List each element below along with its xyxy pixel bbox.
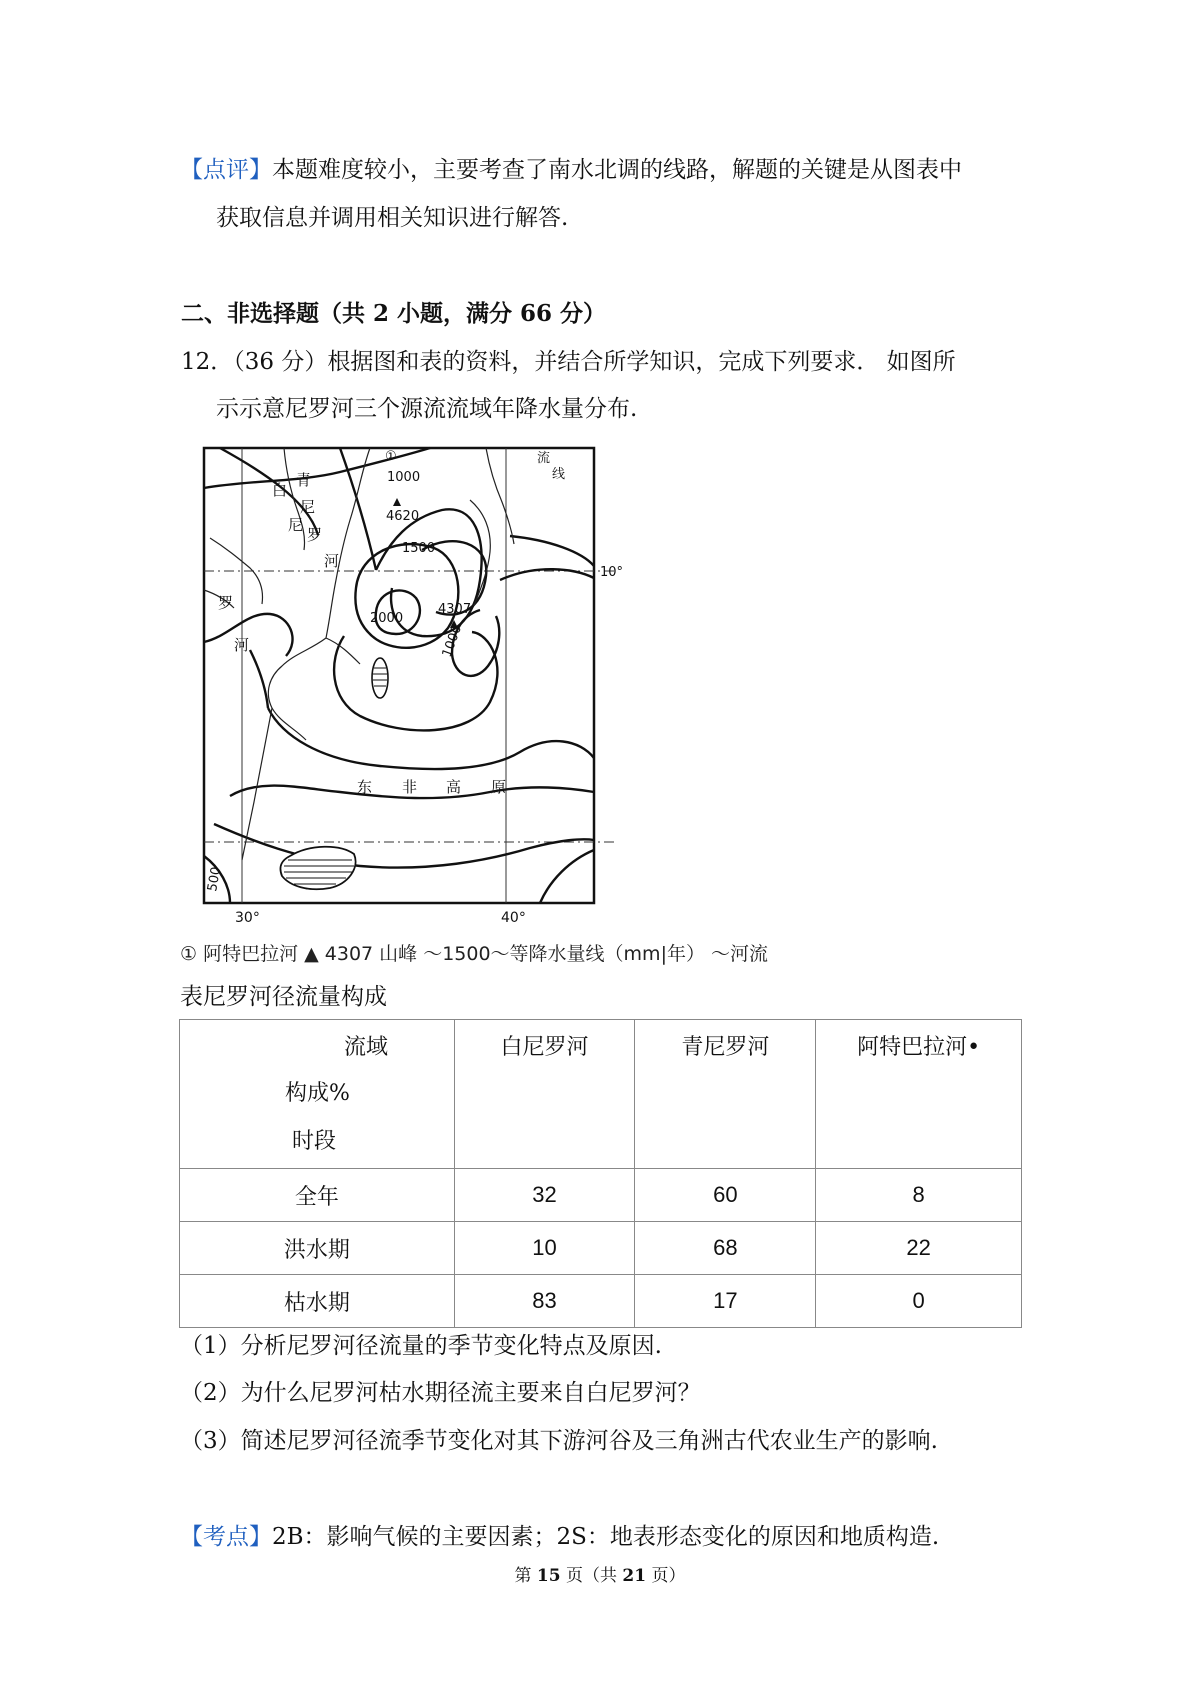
table-header-diagonal-cell [180, 1020, 455, 1169]
map-label-lat-10: 10° [600, 565, 624, 580]
table-row [180, 1275, 1022, 1328]
map-label-plateau-1: 东 [357, 778, 373, 796]
comment-paragraph-line1 [180, 155, 962, 185]
table-cell-value: 60 [635, 1169, 816, 1222]
map-label-iso-1000a: 1000 [387, 470, 421, 485]
map-label-white-3: 罗 [218, 594, 234, 612]
page-footer [0, 1561, 1200, 1586]
footer-page-number: 15 [536, 1566, 561, 1586]
map-label-corner-2: 线 [552, 467, 566, 482]
comment-tag: 【点评】 [180, 157, 272, 183]
footer-mid: 页（共 [560, 1566, 623, 1586]
table-cell-period: 全年 [180, 1169, 455, 1222]
footer-suffix: 页） [646, 1566, 686, 1586]
map-label-iso-500: 500 [205, 865, 225, 893]
map-label-iso-2000: 2000 [370, 611, 404, 626]
map-label-corner-1: 流 [537, 451, 551, 466]
map-label-iso-1500: 1500 [402, 541, 436, 556]
map-label-blue-2: 尼 [300, 498, 316, 516]
table-caption: 表尼罗河径流量构成 [180, 984, 387, 1010]
map-label-white-2: 尼 [288, 516, 304, 534]
sub-question-3: （3）简述尼罗河径流季节变化对其下游河谷及三角洲古代农业生产的影响. [180, 1428, 938, 1454]
kaodian-text: 2B：影响气候的主要因素；2S：地表形态变化的原因和地质构造. [272, 1524, 940, 1550]
table-header-blue-nile: 青尼罗河 [635, 1020, 816, 1169]
table-header-atbara: 阿特巴拉河• [816, 1020, 1022, 1169]
table-cell-value: 22 [816, 1222, 1022, 1275]
header-label-period: 时段 [292, 1129, 337, 1154]
map-label-white-1: 白 [272, 481, 288, 499]
section-title: 二、非选择题（共 2 小题，满分 66 分） [181, 300, 607, 327]
table-cell-value: 17 [635, 1275, 816, 1328]
map-label-blue-1: 青 [296, 471, 312, 489]
table-row [180, 1169, 1022, 1222]
map-label-peak-4620: 4620 [386, 509, 420, 524]
footer-prefix: 第 [514, 1566, 537, 1586]
sub-question-1: （1）分析尼罗河径流量的季节变化特点及原因. [180, 1333, 662, 1359]
map-legend: ① 阿特巴拉河 ▲ 4307 山峰 ～1500～等降水量线（mm|年） ～河流 [180, 943, 769, 965]
map-label-white-4: 河 [234, 636, 250, 654]
kaodian-line [180, 1522, 939, 1552]
table-cell-value: 10 [454, 1222, 635, 1275]
table-header-white-nile: 白尼罗河 [454, 1020, 635, 1169]
map-label-circle-1: ① [385, 449, 397, 464]
nile-precipitation-map [190, 440, 630, 910]
table-cell-period: 洪水期 [180, 1222, 455, 1275]
table-cell-value: 83 [454, 1275, 635, 1328]
table-cell-value: 8 [816, 1169, 1022, 1222]
table-cell-value: 0 [816, 1275, 1022, 1328]
map-label-blue-3: 罗 [307, 526, 323, 544]
header-label-basin: 流域 [344, 1035, 389, 1060]
kaodian-tag: 【考点】 [180, 1524, 272, 1550]
table-cell-value: 68 [635, 1222, 816, 1275]
header-label-composition: 构成% [285, 1081, 350, 1106]
runoff-table [179, 1019, 1022, 1328]
comment-text-line2: 获取信息并调用相关知识进行解答. [216, 205, 569, 231]
sub-question-2: （2）为什么尼罗河枯水期径流主要来自白尼罗河？ [180, 1380, 701, 1406]
table-header-row [180, 1020, 1022, 1169]
question-stem-line2: 示示意尼罗河三个源流流域年降水量分布. [216, 396, 638, 422]
table-cell-value: 32 [454, 1169, 635, 1222]
map-label-blue-4: 河 [324, 552, 340, 570]
comment-text-line1: 本题难度较小，主要考查了南水北调的线路，解题的关键是从图表中 [272, 157, 962, 183]
map-label-plateau-4: 原 [491, 778, 507, 796]
map-label-peak-4307: 4307 [438, 602, 472, 617]
map-label-plateau-2: 非 [402, 778, 418, 796]
map-label-lon-40: 40° [501, 910, 526, 926]
map-label-iso-1000b: 1000 [439, 623, 466, 660]
map-label-lon-30: 30° [235, 910, 260, 926]
table-cell-period: 枯水期 [180, 1275, 455, 1328]
footer-total-pages: 21 [622, 1566, 647, 1586]
question-stem-line1: 12．（36 分）根据图和表的资料，并结合所学知识，完成下列要求． 如图所 [181, 349, 956, 375]
table-row [180, 1222, 1022, 1275]
map-label-plateau-3: 高 [446, 778, 462, 796]
